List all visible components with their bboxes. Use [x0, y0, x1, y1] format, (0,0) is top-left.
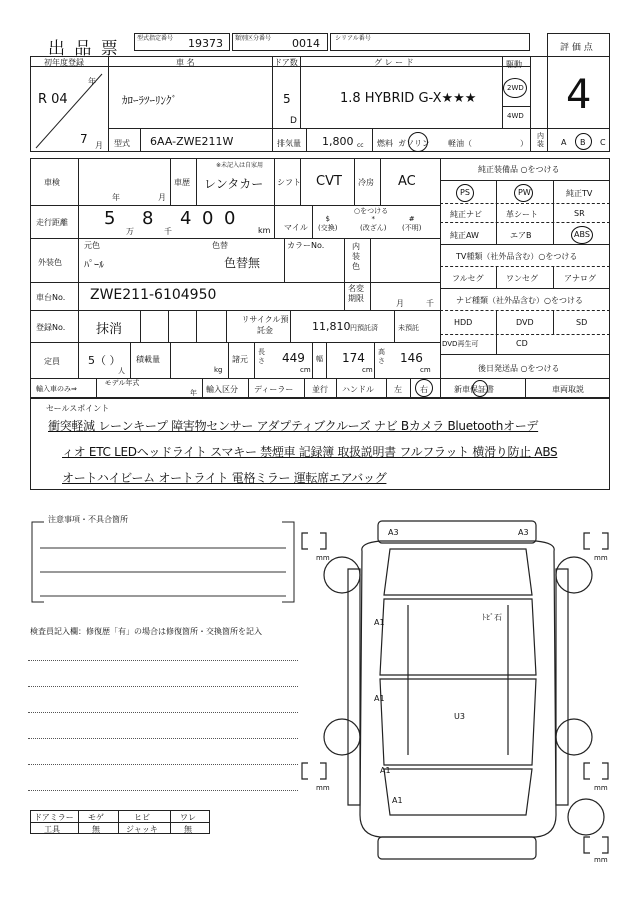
interior-a: A: [561, 138, 567, 147]
length-cm: cm: [300, 366, 311, 374]
dmg-a3-right: A3: [518, 528, 529, 537]
crack-label: ヒビ: [134, 813, 150, 822]
handle-label: ハンドル: [342, 385, 374, 394]
recycle-value: 11,810: [312, 320, 351, 333]
capacity-unit: 人: [118, 367, 125, 375]
import-dealer: ディーラー: [254, 385, 294, 394]
equip-abs: ABS: [574, 230, 590, 239]
displacement-label: 排気量: [277, 139, 301, 148]
circle-ps: [456, 184, 474, 202]
import-label: 輸入車のみ⇒: [36, 385, 77, 393]
door-count: 5: [283, 92, 291, 106]
equip-leather: 革シート: [506, 210, 538, 219]
recycle-not: 未預託: [398, 324, 419, 332]
model-cert-label: 型式指定番号: [137, 35, 174, 42]
serial-label: シリアル番号: [335, 35, 371, 42]
mark-unknown: # (不明): [402, 215, 422, 232]
height-label: 高さ: [378, 348, 385, 365]
history-note: ※未記入は自家用: [216, 162, 264, 169]
fuel-close: ）: [520, 139, 528, 148]
handle-left: 左: [394, 385, 402, 394]
dmg-a1-mid: A1: [374, 694, 385, 703]
mark-note: ○をつける: [354, 207, 389, 215]
capacity-value: 5（ ）: [88, 354, 121, 367]
equip-sr: SR: [574, 209, 585, 218]
history-label: 車歴: [174, 178, 190, 187]
break-label: ワレ: [180, 813, 196, 822]
model-cert-value: 19373: [188, 37, 223, 50]
handle-right: 右: [420, 385, 428, 394]
orig-color: ﾊﾟｰﾙ: [84, 260, 104, 271]
load-label: 積載量: [136, 355, 160, 364]
history-value: レンタカー: [204, 177, 264, 191]
import-parallel: 並行: [312, 385, 328, 394]
dmg-a1-low: A1: [380, 766, 391, 775]
width-cm: cm: [362, 366, 373, 374]
sales-line-2: ィオ ETC LEDヘッドライト スマキー 禁煙車 記録簿 取扱説明書 フルフラット 横滑り防止 ABS: [62, 445, 558, 459]
sales-line-1: 衝突軽減 レーンキープ 障害物センサー アダプティブクルーズ ナビ Bカメラ Bluetoothオーデ: [48, 419, 539, 433]
tv-title: TV種類（社外品含む）○をつける: [456, 252, 578, 261]
grade-label: グ レ ー ド: [374, 58, 414, 67]
doors-label: ドア数: [274, 58, 298, 67]
car-name: ｶﾛｰﾗﾂｰﾘﾝｸﾞ: [122, 94, 177, 107]
chassis-label: 車台No.: [36, 293, 66, 302]
circle-gasoline: [408, 132, 428, 152]
circle-warranty: [472, 380, 488, 397]
model-year-label: モデル年式: [104, 379, 140, 387]
equip-navi: 純正ナビ: [450, 210, 482, 219]
sales-label: セールスポイント: [46, 404, 110, 413]
cd-label: CD: [516, 339, 528, 348]
later-manual: 車両取説: [552, 385, 584, 394]
dims-label: 諸元: [232, 355, 248, 364]
mm-rr: mm: [594, 784, 608, 792]
jack-label: ジャッキ: [126, 825, 158, 834]
interior-b: B: [580, 138, 586, 147]
dmg-a1-top: A1: [374, 618, 385, 627]
shaken-month: 月: [158, 193, 166, 202]
tv-analog: アナログ: [564, 274, 596, 283]
reg-era: R 04: [38, 92, 68, 107]
model-year-unit: 年: [190, 389, 197, 397]
reg-year-label: 初年度登録: [44, 58, 84, 67]
reg-no-label: 登録No.: [36, 323, 66, 332]
name-change-month: 月: [396, 299, 404, 308]
mileage-d4: 0: [202, 208, 214, 229]
equip-airbag: エアB: [510, 231, 532, 240]
equip-aw: 純正AW: [450, 231, 479, 240]
year-unit: 年: [88, 77, 96, 86]
form-title: 出 品 票: [48, 39, 120, 59]
score-label: 評 価 点: [560, 43, 593, 53]
width-label: 幅: [316, 355, 323, 363]
recycle-unit: 円預託済: [350, 324, 378, 332]
dvd-label: DVD再生可: [442, 340, 479, 348]
month-unit: 月: [95, 141, 103, 150]
car-diagram: [300, 515, 620, 875]
drive-label: 駆動: [506, 60, 522, 69]
name-change-label: 名変期限: [348, 284, 364, 303]
inspector-label: 検査員記入欄：修復歴「有」の場合は修復箇所・交換箇所を記入: [30, 627, 262, 636]
later-warranty: 新車保証書: [454, 385, 494, 394]
ac-label: 冷房: [358, 178, 374, 187]
mirror-value: モゲ: [88, 813, 104, 822]
grade-value: 1.8 HYBRID G-X★★★: [340, 91, 477, 106]
ac-value: AC: [398, 174, 416, 189]
dmg-u3: U3: [454, 712, 465, 721]
mm-spare: mm: [594, 856, 608, 864]
dmg-a3-left: A3: [388, 528, 399, 537]
height-value: 146: [400, 351, 423, 365]
shaken-year: 年: [112, 193, 120, 202]
height-cm: cm: [420, 366, 431, 374]
mileage-km: km: [258, 226, 271, 235]
chassis-value: ZWE211-6104950: [90, 287, 217, 303]
color-label: 外装色: [38, 258, 62, 267]
fuel-diesel: 軽油（: [448, 139, 472, 148]
equip-title: 純正装備品 ○をつける: [478, 165, 560, 174]
equip-ps: PS: [460, 188, 470, 197]
score-value: 4: [566, 72, 592, 118]
interior-label: 内装: [537, 132, 544, 148]
tools-value: 無: [92, 825, 100, 834]
interior-c: C: [600, 138, 606, 147]
navi-dvd: DVD: [516, 318, 534, 327]
dmg-chip-note: ﾄﾋﾞ石: [482, 613, 502, 622]
mark-exchange: $ (交換): [318, 215, 338, 232]
length-value: 449: [282, 351, 305, 365]
load-kg: kg: [214, 366, 223, 374]
capacity-label: 定員: [44, 357, 60, 366]
mileage-d3: 4: [180, 208, 192, 229]
navi-sd: SD: [576, 318, 588, 327]
displacement-value: 1,800: [322, 135, 354, 148]
mileage-mile: マイル: [284, 223, 308, 232]
drive-4wd: 4WD: [507, 112, 524, 120]
jack-value: 無: [184, 825, 192, 834]
caution-label: 注意事項・不具合箇所: [48, 515, 128, 524]
cc-unit: cc: [357, 142, 364, 149]
name-label: 車 名: [176, 58, 195, 67]
shift-label: シフト: [277, 178, 301, 187]
import-type-label: 輸入区分: [206, 385, 238, 394]
shaken-label: 車検: [44, 178, 60, 187]
reg-no-value: 抹消: [96, 322, 123, 337]
category-label: 類別区分番号: [235, 35, 272, 42]
mark-tamper: * (改ざん): [360, 215, 387, 232]
category-value: 0014: [292, 37, 320, 50]
recolor-value: 色替無: [224, 256, 261, 270]
dmg-a1-bottom: A1: [392, 796, 403, 805]
int-color-label: 内装色: [352, 242, 360, 271]
mileage-d1: 5: [104, 208, 116, 229]
circle-interior-b: [575, 133, 592, 150]
later-title: 後日発送品 ○をつける: [478, 364, 560, 373]
reg-month: 7: [80, 132, 88, 146]
navi-hdd: HDD: [454, 318, 473, 327]
tv-oneseg: ワンセグ: [506, 274, 538, 283]
recolor-label: 色替: [212, 241, 228, 250]
equip-pw: PW: [518, 188, 531, 197]
circle-right: [415, 379, 433, 397]
drive-2wd: 2WD: [507, 84, 524, 92]
length-label: 長さ: [258, 348, 265, 365]
mirror-label: ドアミラー: [34, 813, 74, 822]
mileage-d5: 0: [224, 208, 236, 229]
equip-tv: 純正TV: [566, 189, 593, 198]
tv-fullseg: フルセグ: [452, 274, 484, 283]
shift-value: CVT: [316, 174, 342, 189]
model-label: 型式: [114, 139, 130, 148]
recycle-label: リサイクル預託金: [241, 315, 289, 335]
mileage-man: 万: [126, 227, 134, 236]
orig-color-label: 元色: [84, 241, 100, 250]
door-type: D: [290, 116, 297, 126]
tools-label: 工具: [44, 825, 60, 834]
circle-2wd: [503, 78, 527, 98]
mileage-d2: 8: [142, 208, 154, 229]
mileage-sen: 千: [164, 227, 172, 236]
name-change-day: 千: [426, 299, 434, 308]
fuel-gasoline: ガソリン: [398, 139, 430, 148]
circle-pw: [514, 184, 533, 202]
mm-fl: mm: [316, 554, 330, 562]
model-value: 6AA-ZWE211W: [150, 135, 234, 148]
mm-fr: mm: [594, 554, 608, 562]
sales-line-3: オートハイビーム オートライト 電格ミラー 運転席エアバッグ: [62, 471, 387, 485]
navi-title: ナビ種類（社外品含む）○をつける: [456, 296, 583, 305]
caution-bracket: [28, 518, 298, 608]
width-value: 174: [342, 351, 365, 365]
fuel-label: 燃料: [377, 139, 393, 148]
mileage-label: 走行距離: [36, 218, 68, 227]
circle-abs: [571, 226, 593, 244]
mm-rl: mm: [316, 784, 330, 792]
color-no-label: カラーNo.: [287, 241, 325, 250]
